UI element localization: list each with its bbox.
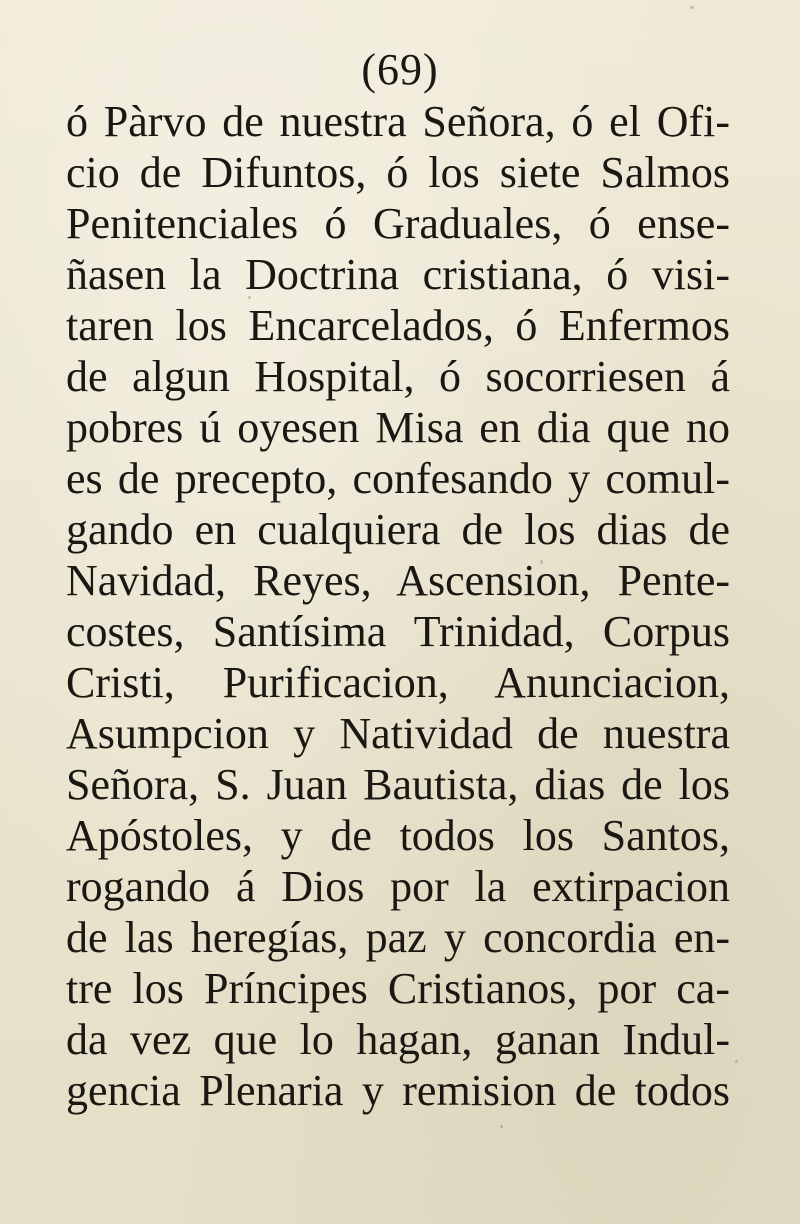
- page-number: (69): [361, 45, 439, 94]
- text-line: de las heregías, paz y concordia en-: [66, 913, 730, 962]
- text-line: taren los Encarcelados, ó Enfermos: [66, 301, 730, 350]
- text-line: es de precepto, confesando y comul-: [66, 454, 730, 503]
- text-line: da vez que lo hagan, ganan Indul-: [66, 1015, 730, 1064]
- text-line: Navidad, Reyes, Ascension, Pente-: [66, 556, 730, 605]
- body-text: [66, 96, 730, 1116]
- text-line: tre los Príncipes Cristianos, por ca-: [66, 964, 730, 1013]
- text-line: Señora, S. Juan Bautista, dias de los: [66, 760, 730, 809]
- text-line: ñasen la Doctrina cristiana, ó visi-: [66, 250, 730, 299]
- text-line: gando en cualquiera de los dias de: [66, 505, 730, 554]
- text-line: gencia Plenaria y remision de todos: [66, 1066, 730, 1115]
- text-line: ó Pàrvo de nuestra Señora, ó el Ofi-: [66, 97, 730, 146]
- paper-speck: [500, 1125, 503, 1128]
- text-line: pobres ú oyesen Misa en dia que no: [66, 403, 730, 452]
- paper-speck: [735, 1060, 738, 1063]
- paper-speck: [690, 6, 694, 9]
- text-line: costes, Santísima Trinidad, Corpus: [66, 607, 730, 656]
- text-line: Penitenciales ó Graduales, ó ense-: [66, 199, 730, 248]
- text-line: cio de Difuntos, ó los siete Salmos: [66, 148, 730, 197]
- text-line: de algun Hospital, ó socorriesen á: [66, 352, 730, 401]
- text-line: Apóstoles, y de todos los Santos,: [66, 811, 730, 860]
- text-line: rogando á Dios por la extirpacion: [66, 862, 730, 911]
- text-line: Cristi, Purificacion, Anunciacion,: [66, 658, 730, 707]
- text-line: Asumpcion y Natividad de nuestra: [66, 709, 730, 758]
